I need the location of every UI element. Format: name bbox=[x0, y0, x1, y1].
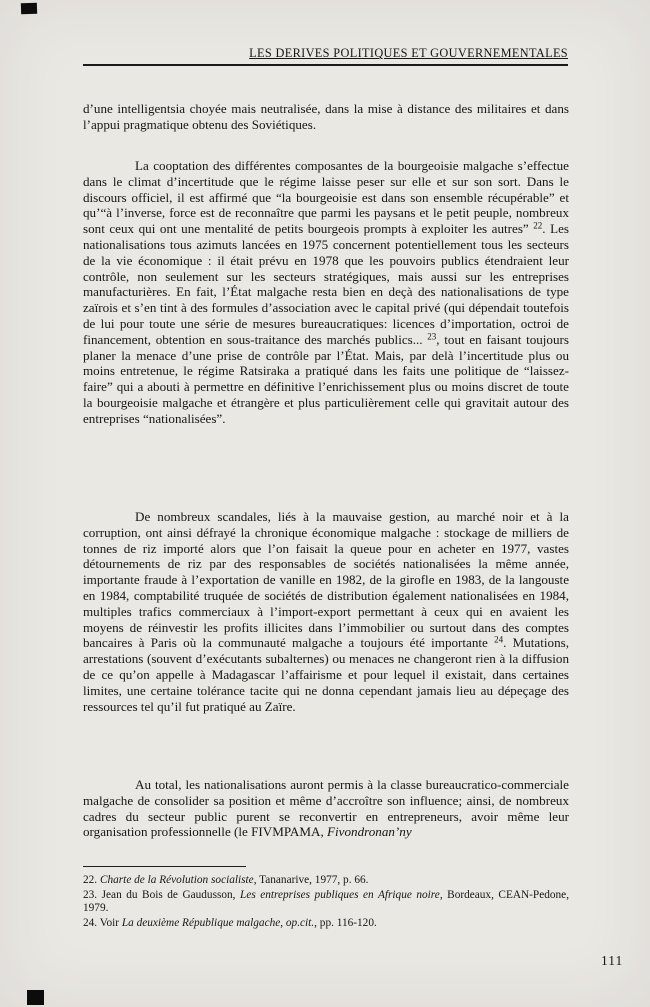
text-run: Charte de la Révolution socialiste bbox=[99, 874, 254, 886]
footnote bbox=[83, 889, 569, 916]
page-number: 111 bbox=[601, 953, 624, 968]
text-run: Fivondronan’ny bbox=[327, 824, 412, 840]
text-run: , tout en faisant toujours planer la menace d’une prise de contrôle par l’État. Mais, par delà l’incertitude plus ou moins entretenue, le régime Ratsiraka a pratiqué dans les faits une politique de “laissez-faire” qui a abouti à permettre en définitive l’enrichissement plus ou moins discret de toute la bourgeoisie malgache et étrangère et plus particulièrement celle qui gravitait autour des entreprises “nationalisées”. bbox=[83, 331, 569, 426]
paragraph bbox=[83, 158, 569, 427]
paragraph bbox=[83, 777, 569, 840]
paragraph bbox=[83, 101, 569, 133]
text-run: La cooptation des différentes composantes de la bourgeoisie malgache s’effectue dans le climat d’incertitude que le régime laisse peser sur elle et sur son sort. Dans le discours officiel, il est affirmé que “la bourgeoisie est dans son ensemble récupérable” et qu’“à l’inverse, force est de reconnaître que parmi les paysans et le petit peuple, nombreux sont ceux qui ont une mentalité de petits bourgeois prompts à exploiter les autres” bbox=[83, 158, 569, 237]
footnote-ref: 22 bbox=[533, 220, 543, 231]
scan-artifact-bottom-left bbox=[27, 990, 44, 1005]
paragraph bbox=[83, 509, 569, 714]
text-run: , Tananarive, 1977, p. 66. bbox=[253, 874, 369, 886]
scan-artifact-top-left bbox=[21, 3, 37, 15]
running-head bbox=[83, 46, 568, 66]
text-run: Au total, les nationalisations auront permis à la classe bureaucratico-commerciale malgache de consolider sa position et même d’accroître son influence; ainsi, de nombreux cadres du secteur public purent se reconvertir en entrepreneurs, avoir même leur organisation professionnelle (le FIVMPAMA, bbox=[83, 777, 569, 840]
footnote-separator-rule bbox=[83, 866, 246, 867]
text-run: . Mutations, arrestations (souvent d’exécutants subalternes) ou menaces ne changeront rien à la diffusion de ce qu’on appelle à Madagascar l’affairisme et pour lequel il existait, dans certaines limites, une certaine tolérance tacite qui ne donna cependant jamais lieu au dépeçage des ressources tel qu’il fut pratiqué au Zaïre. bbox=[83, 635, 569, 714]
footnote-ref: 24 bbox=[494, 634, 504, 645]
footnotes-list bbox=[83, 874, 569, 931]
running-head-title: LES DERIVES POLITIQUES ET GOUVERNEMENTALES bbox=[249, 46, 568, 60]
text-run: d’une intelligentsia choyée mais neutralisée, dans la mise à distance des militaires et dans l’appui pragmatique obtenu des Soviétiques. bbox=[83, 101, 569, 132]
text-run: La deuxième République malgache, op.cit. bbox=[121, 916, 315, 929]
text-run: 23. Jean du Bois de Gaudusson, bbox=[83, 888, 241, 901]
text-run: , pp. 116-120. bbox=[314, 916, 377, 929]
footnote bbox=[83, 874, 569, 888]
text-run: 22. bbox=[83, 874, 100, 886]
text-run: 24. Voir bbox=[83, 916, 122, 929]
text-run: Les entreprises publiques en Afrique noire bbox=[240, 888, 440, 901]
text-run: , Bordeaux, CEAN-Pedone, 1979. bbox=[83, 888, 570, 915]
text-run: De nombreux scandales, liés à la mauvaise gestion, au marché noir et à la corruption, ont ainsi défrayé la chronique économique malgache : stockage de milliers de tonnes de riz importé alors que l’on faisait la queue pour en acheter en 1977, vastes détournements de riz par des responsables de sociétés nationalisées la même année, importante fraude à l’exportation de vanille en 1982, de la girofle en 1983, de la langouste en 1984, comptabilité truquée de sociétés de distribution également nationalisées en 1984, multiples trafics commerciaux à l’import-export permettant à ceux qui en avaient les moyens de réinvestir les profits illicites dans l’immobilier ou surtout dans des comptes bancaires à Paris où la communauté malgache a toujours été importante bbox=[83, 509, 569, 651]
footnote-ref: 23 bbox=[427, 331, 437, 342]
footnote bbox=[83, 917, 569, 931]
text-run: . Les nationalisations tous azimuts lancées en 1975 concernent potentiellement tous les secteurs de la vie économique : il était prévu en 1978 que les pouvoirs publics étendraient leur contrôle, non seulement sur les secteurs stratégiques, mais aussi sur les entreprises manufacturières. En fait, l’État malgache resta bien en deçà des nationalisations de type zaïrois et s’en tint à des formules d’association avec le capital privé (qui dépendait toutefois de lui pour toute une série de mesures bureaucratiques: licences d’importation, octroi de financement, obtention en sous-traitance des marchés publics... bbox=[83, 221, 570, 347]
